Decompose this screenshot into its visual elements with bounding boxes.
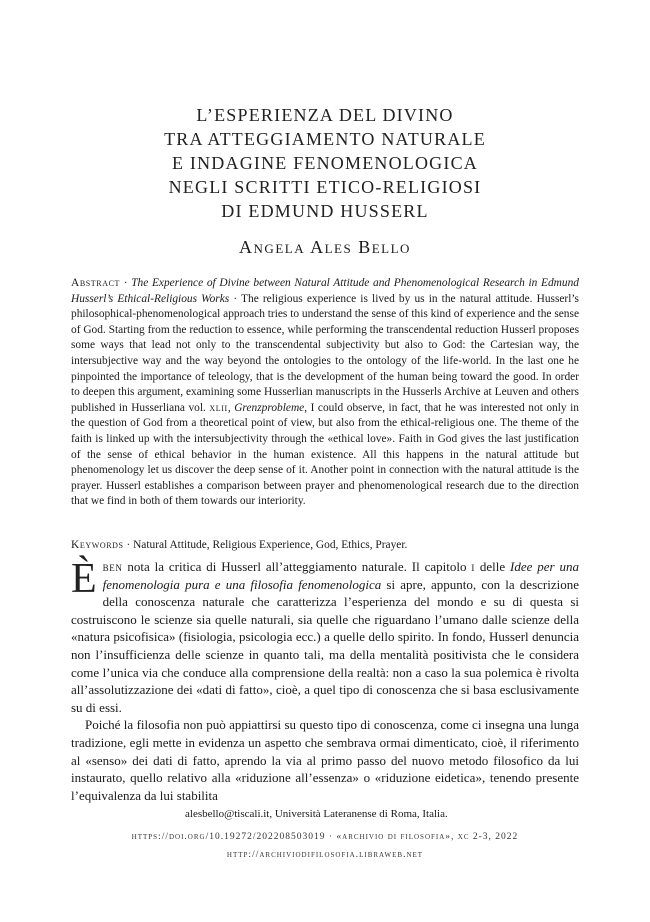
- website-line: http://archiviodifilosofia.libraweb.net: [226, 850, 424, 860]
- drop-cap: È: [71, 556, 97, 602]
- title-line: DI EDMUND HUSSERL: [221, 201, 429, 221]
- paragraph-text: si apre, appunto, con la descrizione della conoscenza naturale che caratterizza l’esperienza del mondo e su di questa si costruiscono le scienze sia quelle naturali, sia quelle che riguardano l’umano dalle scienze della «natura psicofisica» (fisiologia, psicologia ecc.) a quelle dello spirito. In fondo, Husserl denuncia non l’insufficienza delle scienze in quanto tali, ma della mentalità positivista che le considera come l’unica via che conduce alla comprensione della realtà: non a caso la sua polemica è rivolta all’assolutizzazione dei «dati di fatto», cioè, a quel tipo di conoscenza che si basa esclusivamente su di essi.: [71, 576, 579, 715]
- abstract-label: Abstract: [71, 277, 121, 289]
- paragraph-text: nota la critica di Husserl all’atteggiamento naturale. Il capitolo: [122, 559, 472, 574]
- article-title: [60, 103, 590, 223]
- abstract-work-title: Grenzprobleme: [234, 401, 305, 414]
- keywords: [71, 538, 579, 554]
- keywords-label: Keywords: [71, 539, 124, 551]
- smallcaps-lead: ben: [102, 559, 123, 574]
- abstract-separator: ·: [120, 277, 132, 289]
- body-text: [71, 558, 579, 804]
- cited-work-title: Idee per una fenomenologia pura e una filosofia fenomenologica: [102, 559, 580, 592]
- author-affiliation-footnote: alesbello@tiscali.it, Università Lateranense di Roma, Italia.: [185, 808, 448, 820]
- abstract-text: ,: [227, 401, 235, 414]
- abstract-text: · The religious experience is lived by us in the natural attitude. Husserl’s philosophical-phenomenological approach tries to understand the sense of this kind of experience and the sense of God. Starting from the reduction to essence, while performing the transcendental reduction Husserl proposes some ways that lead not only to the transcendental subjectivity but also to God: the Cartesian way, the intersubjective way and the way beyond the ontologies to the ontology of the life-world. In the last one he pinpointed the importance of teleology, that is the development of the human being toward the good. In order to deepen this argument, examining some Husserlian manuscripts in the Husserls Archive at Leuven and others published in Husserliana vol.: [71, 292, 580, 414]
- paragraph-text: delle: [474, 559, 511, 574]
- roman-numeral: i: [471, 559, 475, 574]
- abstract: [71, 276, 579, 510]
- keywords-text: · Natural Attitude, Religious Experience, God, Ethics, Prayer.: [123, 539, 408, 551]
- title-line: L’ESPERIENZA DEL DIVINO: [196, 105, 454, 125]
- title-line: E INDAGINE FENOMENOLOGICA: [172, 153, 478, 173]
- title-line: NEGLI SCRITTI ETICO-RELIGIOSI: [168, 177, 482, 197]
- abstract-volume: xlii: [209, 401, 228, 414]
- title-line: TRA ATTEGGIAMENTO NATURALE: [164, 129, 486, 149]
- doi-line: https://doi.org/10.19272/202208503019 · «archivio di filosofia», xc 2-3, 2022: [131, 832, 519, 842]
- abstract-text: , I could observe, in fact, that he was interested not only in the question of God from a theoretical point of view, but also from the ethical-religious one. The theme of the faith is linked up with the intersubjectivity through the «ethical love». Faith in God gives the last justification of the sense of ethical behavior in the human existence. All this happens in the natural attitude but phenomenology let us discover the deep sense of it. Another point in connection with the natural attitude is the prayer. Husserl establishes a comparison between prayer and phenomenological research due to the direction that we find in both of them towards our interiority.: [71, 401, 579, 508]
- author-name: Angela Ales Bello: [239, 237, 411, 257]
- paragraph: [71, 558, 579, 716]
- paragraph: Poiché la filosofia non può appiattirsi su questo tipo di conoscenza, come ci insegna una lunga tradizione, egli mette in evidenza un aspetto che sembrava ormai dimenticato, cioè, il riferimento al «senso» dei dati di fatto, aprendo la via al primo passo del nuovo metodo filosofico da lui instaurato, quello relativo alla «riduzione all’essenza» o «riduzione eidetica», tenendo presente l’equivalenza da lui stabilita: [71, 717, 579, 803]
- abstract-english-title: The Experience of Divine between Natural Attitude and Phenomenological Research in Edmund Husserl’s Ethical-Religious Works: [71, 277, 579, 305]
